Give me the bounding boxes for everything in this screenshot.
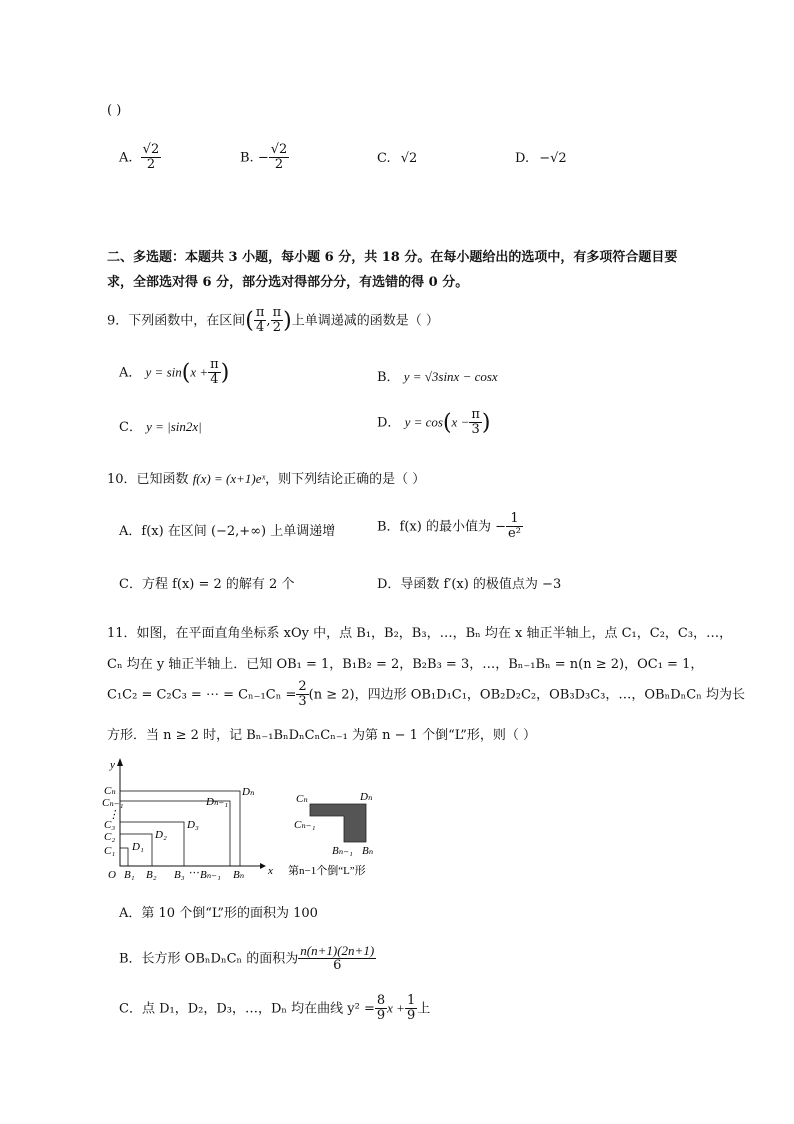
tick-c2: C₂ (104, 831, 116, 843)
q9-option-a: A． y = sin(x + $\frac{\pi}{4}$ ) (119, 357, 230, 388)
q8-option-c: C. √2 (377, 151, 418, 166)
l-label-cn-1: Cₙ₋₁ (294, 819, 316, 831)
q10-option-c: C．方程 f(x) = 2 的解有 2 个 (119, 577, 295, 592)
q8-answer-paren: ( ) (107, 103, 122, 118)
tick-bn-1: Bₙ₋₁ (200, 869, 221, 881)
axis-x-label: x (268, 865, 273, 877)
tick-b1: B₁ (124, 869, 135, 881)
l-label-bn: Bₙ (362, 845, 374, 857)
tick-b2: B₂ (146, 869, 157, 881)
x-axis-arrow (260, 863, 266, 869)
label-d3: D₃ (187, 819, 199, 831)
q11-line2: Cₙ 均在 y 轴正半轴上．已知 OB₁ = 1，B₁B₂ = 2，B₂B₃ = 3，…，Bₙ₋₁Bₙ = n(n ≥ 2)，OC₁ = 1， (107, 657, 704, 672)
rect-n-1 (120, 801, 230, 866)
q11-line1: 11．如图，在平面直角坐标系 xOy 中，点 B₁，B₂，B₃，…，Bₙ 均在 x 轴正半轴上，点 C₁，C₂，C₃，…， (107, 626, 733, 641)
label-d2: D₂ (155, 829, 167, 841)
axis-y-label: y (110, 759, 115, 771)
q8-option-a: A. $\frac{√2}{2}$ (119, 142, 160, 173)
q10-stem: 10．已知函数 f(x) = (x+1)eˣ，则下列结论正确的是（ ） (107, 471, 426, 487)
l-caption: 第n−1个倒“L”形 (288, 865, 366, 877)
l-label-cn: Cₙ (296, 793, 308, 805)
label-d1: D₁ (132, 841, 144, 853)
tick-c1: C₁ (104, 845, 116, 857)
q11-line4: 方形．当 n ≥ 2 时，记 Bₙ₋₁BₙDₙCₙCₙ₋₁ 为第 n − 1 个倒“L”形，则（ ） (107, 728, 537, 743)
q11-option-c: C．点 D₁，D₂，D₃，…，Dₙ 均在曲线 y² = $\frac{8}{9}$ x + $\frac{1}{9}$ 上 (119, 993, 431, 1024)
q8-b-fraction: $\frac{√2}{2}$ (270, 142, 288, 173)
tick-cn: Cₙ (104, 785, 116, 797)
tick-b3: B₃ (174, 869, 185, 881)
l-label-dn: Dₙ (360, 791, 373, 803)
origin-label: O (108, 869, 116, 881)
section2-heading-line1: 二、多选题：本题共 3 小题，每小题 6 分，共 18 分。在每小题给出的选项中，有多项符合题目要 (107, 250, 678, 265)
q11-line3: C₁C₂ = C₂C₃ = ⋯ = Cₙ₋₁Cₙ = $\frac{2}{3}$ (n ≥ 2)，四边形 OB₁D₁C₁，OB₂D₂C₂，OB₃D₃C₃，…，OBₙDₙCₙ 均为长 (107, 679, 745, 710)
tick-cn-1: Cₙ₋₁ (102, 797, 124, 809)
rect-1 (120, 848, 128, 866)
l-shape (310, 804, 366, 842)
q10-option-b: B．f(x) 的最小值为 − $\frac{1}{\text{e²}}$ (377, 511, 521, 542)
q11-option-a: A．第 10 个倒“L”形的面积为 100 (119, 906, 318, 921)
q11-figure (98, 756, 418, 882)
q9-option-b: B． y = √3sinx − cosx (377, 369, 498, 385)
q9-option-c: C． y = |sin2x| (119, 419, 202, 435)
tick-bn: Bₙ (233, 869, 245, 881)
q9-option-d: D． y = cos(x − $\frac{\pi}{3}$ ) (377, 407, 491, 438)
q8-option-d: D. −√2 (515, 151, 567, 166)
q8-option-b: B. − $\frac{√2}{2}$ (240, 142, 288, 173)
section2-heading-line2: 求，全部选对得 6 分，部分选对得部分分，有选错的得 0 分。 (107, 275, 469, 290)
q10-option-a: A．f(x) 在区间 (−2,+∞) 上单调递增 (119, 524, 336, 539)
y-axis-arrow (117, 758, 123, 766)
tick-c3: C₃ (104, 819, 116, 831)
q11-option-b: B．长方形 OBₙDₙCₙ 的面积为 $\frac{n(n+1)(2n+1)}{6}$ (119, 943, 375, 974)
label-dn: Dₙ (242, 786, 255, 798)
q10-option-d: D．导函数 f′(x) 的极值点为 −3 (377, 577, 562, 592)
l-label-bn-1: Bₙ₋₁ (332, 845, 353, 857)
tick-vdots: ⋮ (108, 809, 119, 821)
q9-stem: 9．下列函数中，在区间( $\frac{\pi}{4}$ , $\frac{\pi}{2}$ )上单调递减的函数是（ ） (107, 305, 439, 336)
label-dn-1: Dₙ₋₁ (206, 796, 229, 808)
q8-a-fraction: $\frac{√2}{2}$ (142, 142, 160, 173)
tick-dots: ⋯ (188, 867, 199, 879)
